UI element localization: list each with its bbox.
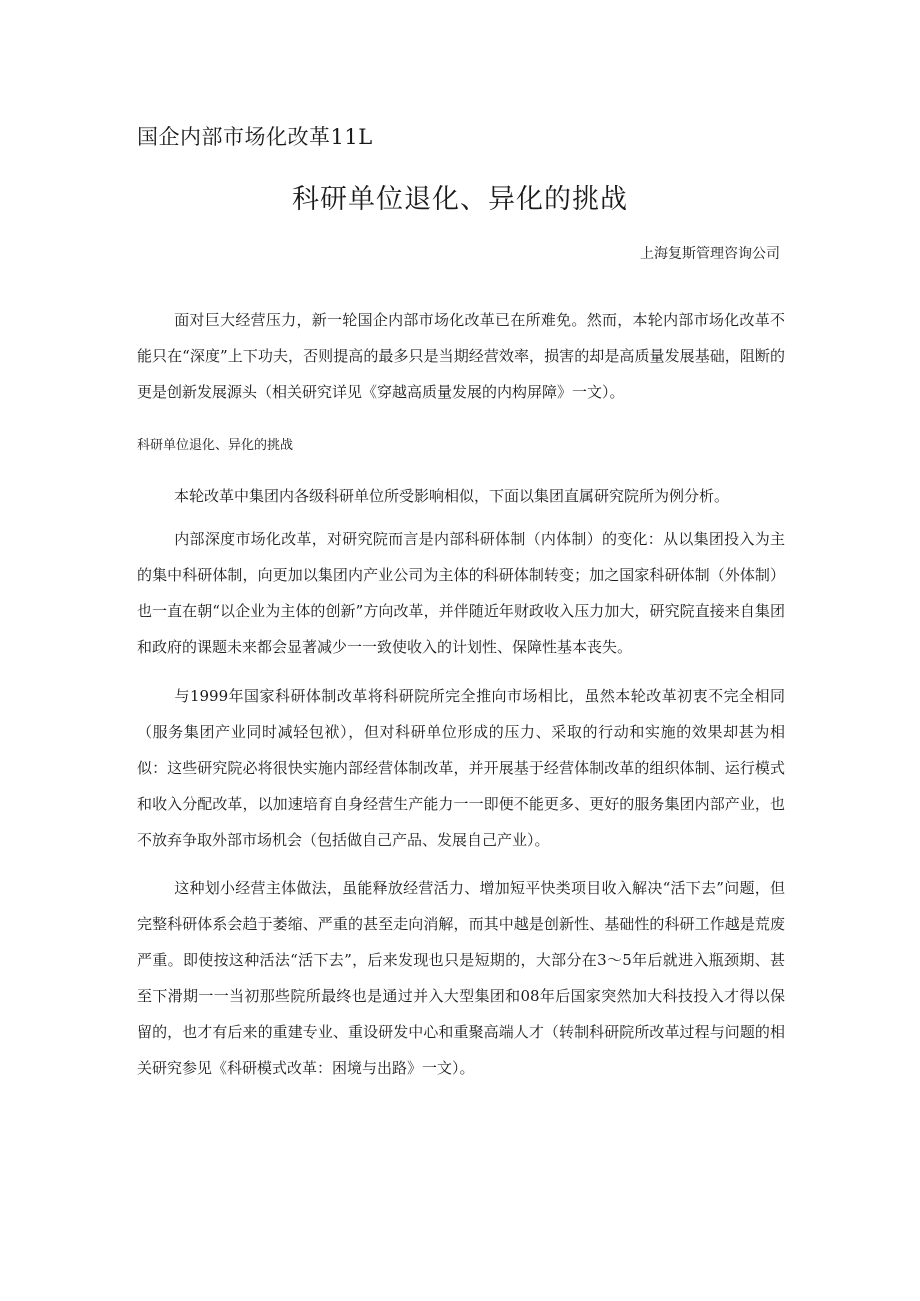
series-title: 国企内部市场化改革11L: [137, 125, 373, 149]
paragraph-text: 与1999年国家科研体制改革将科研院所完全推向市场相比，虽然本轮改革初衷不完全相同（服务集团产业同时减轻包袱），但对科研单位形成的压力、采取的行动和实施的效果却甚为相似：这些研究院必将很快实施内部经营体制改革，并开展基于经营体制改革的组织体制、运行模式和收入分配改革，以加速培育自身经营生产能力一一即便不能更多、更好的服务集团内部产业，也不放弃争取外部市场机会（包括做自己产品、发展自己产业）。: [137, 687, 785, 849]
paragraph: [137, 521, 785, 665]
paragraph: [137, 478, 785, 514]
paragraph: [137, 678, 785, 858]
paragraph-text: 内部深度市场化改革，对研究院而言是内部科研体制（内体制）的变化：从以集团投入为主的集中科研体制，向更加以集团内产业公司为主体的科研体制转变；加之国家科研体制（外体制）也一直在朝“以企业为主体的创新”方向改革，并伴随近年财政收入压力加大，研究院直接来自集团和政府的课题未来都会显著减少一一致使收入的计划性、保障性基本丧失。: [137, 530, 785, 656]
section-heading: 科研单位退化、异化的挑战: [137, 438, 294, 453]
author: 上海复斯管理咨询公司: [640, 246, 780, 262]
main-title: 科研单位退化、异化的挑战: [292, 184, 628, 215]
paragraph-text: 本轮改革中集团内各级科研单位所受影响相似，下面以集团直属研究院所为例分析。: [174, 487, 730, 505]
paragraph-text: 面对巨大经营压力，新一轮国企内部市场化改革已在所难免。然而，本轮内部市场化改革不能只在“深度”上下功夫，否则提高的最多只是当期经营效率，损害的却是高质量发展基础，阻断的更是创新发展源头（相关研究详见《穿越高质量发展的内构屏障》一文）。: [137, 311, 785, 401]
paragraph: [137, 870, 785, 1086]
paragraph-intro: [137, 302, 785, 410]
paragraph-text: 这种划小经营主体做法，虽能释放经营活力、增加短平快类项目收入解决“活下去”问题，但完整科研体系会趋于萎缩、严重的甚至走向消解，而其中越是创新性、基础性的科研工作越是荒废严重。即使按这种活法“活下去”，后来发现也只是短期的，大部分在3〜5年后就进入瓶颈期、甚至下滑期一一当初那些院所最终也是通过并入大型集团和08年后国家突然加大科技投入才得以保留的，也才有后来的重建专业、重设研发中心和重聚高端人才（转制科研院所改革过程与问题的相关研究参见《科研模式改革：困境与出路》一文）。: [137, 879, 785, 1077]
